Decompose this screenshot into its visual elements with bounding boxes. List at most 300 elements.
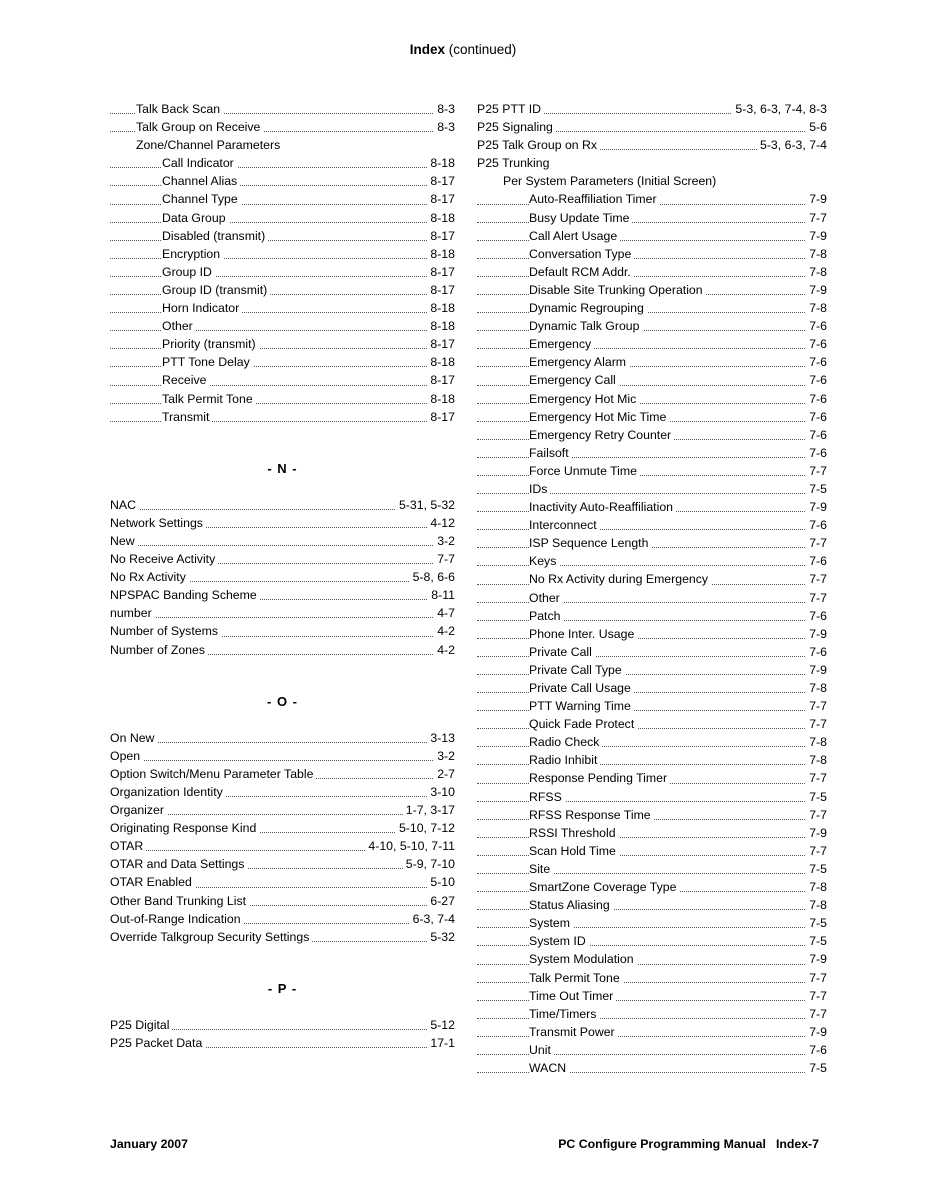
index-entry (477, 552, 827, 570)
index-entry-label: Override Talkgroup Security Settings (110, 930, 312, 944)
index-entry-label: P25 Digital (110, 1018, 172, 1032)
index-entry (477, 426, 827, 444)
index-entry-label: Unit (529, 1043, 554, 1057)
index-entry-page: 7-8 (806, 263, 827, 281)
index-entry-page: 7-8 (806, 299, 827, 317)
index-entry (477, 245, 827, 263)
index-entry-page: 7-8 (806, 878, 827, 896)
index-entry (477, 715, 827, 733)
index-entry (110, 873, 455, 891)
index-entry-page: 8-17 (427, 263, 455, 281)
index-entry (477, 788, 827, 806)
index-group-continued (110, 100, 455, 426)
index-entry-page: 6-27 (427, 892, 455, 910)
index-entry-page: 7-6 (806, 317, 827, 335)
index-entry-label: PTT Tone Delay (162, 355, 253, 369)
index-entry (110, 641, 455, 659)
index-entry (477, 643, 827, 661)
index-entry-label: Talk Back Scan (136, 102, 223, 116)
index-entry-page: 7-8 (806, 733, 827, 751)
index-entry-label: Emergency Call (529, 373, 619, 387)
index-entry (110, 622, 455, 640)
index-entry-label: On New (110, 731, 157, 745)
index-entry-label: Zone/Channel Parameters (136, 138, 283, 152)
leader-dots (110, 545, 455, 546)
footer-date: January 2007 (110, 1137, 188, 1151)
index-entry-page: 7-7 (806, 697, 827, 715)
leader-dots (110, 742, 455, 743)
index-entry-label: Other Band Trunking List (110, 894, 249, 908)
index-entry-page: 8-17 (427, 227, 455, 245)
index-entry-label: P25 PTT ID (477, 102, 544, 116)
page-title (0, 42, 926, 57)
index-entry-label: Option Switch/Menu Parameter Table (110, 767, 316, 781)
index-entry (477, 570, 827, 588)
index-entry (477, 625, 827, 643)
index-entry-label: IDs (529, 482, 550, 496)
index-entry-page: 8-3 (434, 100, 455, 118)
index-entry-page: 7-9 (806, 824, 827, 842)
index-entry-page: 7-9 (806, 498, 827, 516)
index-entry (110, 390, 455, 408)
index-entry (477, 281, 827, 299)
index-group-n (110, 496, 455, 659)
index-entry-page: 7-6 (806, 426, 827, 444)
index-entry-label: Keys (529, 554, 559, 568)
index-entry-label: Conversation Type (529, 247, 634, 261)
index-entry (110, 353, 455, 371)
index-entry-page: 17-1 (427, 1034, 455, 1052)
index-entry (477, 408, 827, 426)
index-entry-page: 4-12 (427, 514, 455, 532)
index-entry (110, 100, 455, 118)
index-entry-page: 8-17 (427, 281, 455, 299)
index-entry-page: 8-17 (427, 408, 455, 426)
index-entry-page: 4-7 (434, 604, 455, 622)
footer-manual-title: PC Configure Programming Manual (558, 1137, 766, 1151)
index-entry (110, 514, 455, 532)
index-entry-label: RFSS (529, 790, 565, 804)
index-entry-label: Force Unmute Time (529, 464, 640, 478)
index-entry-page: 2-7 (434, 765, 455, 783)
index-entry-page: 7-7 (806, 969, 827, 987)
index-entry (110, 586, 455, 604)
index-entry-label: Patch (529, 609, 563, 623)
index-entry-label: New (110, 534, 138, 548)
index-entry-page: 7-8 (806, 896, 827, 914)
index-entry-label: Emergency Hot Mic Time (529, 410, 669, 424)
index-entry (477, 227, 827, 245)
index-entry (477, 136, 827, 154)
index-entry (477, 335, 827, 353)
index-column-right (477, 100, 827, 1077)
index-entry-page: 7-6 (806, 607, 827, 625)
index-entry-page: 4-10, 5-10, 7-11 (365, 837, 455, 855)
index-entry-page: 7-5 (806, 1059, 827, 1077)
index-entry (110, 227, 455, 245)
index-entry (477, 154, 827, 172)
index-entry (110, 892, 455, 910)
index-entry (477, 697, 827, 715)
index-entry-page: 8-18 (427, 353, 455, 371)
index-entry (477, 1023, 827, 1041)
index-entry-page: 7-9 (806, 625, 827, 643)
index-entry-label: Talk Permit Tone (162, 392, 256, 406)
index-entry-label: No Rx Activity during Emergency (529, 572, 711, 586)
section-heading-n: - N - (267, 460, 298, 476)
footer-page-number: Index-7 (775, 1137, 819, 1151)
index-entry-page: 7-5 (806, 914, 827, 932)
index-entry-page: 5-32 (427, 928, 455, 946)
index-entry-label: Talk Group on Receive (136, 120, 263, 134)
index-entry-page: 5-6 (806, 118, 827, 136)
index-entry-page: 7-7 (434, 550, 455, 568)
index-entry-label: Other (529, 591, 563, 605)
index-entry-label: Response Pending Timer (529, 771, 670, 785)
index-entry-label: Scan Hold Time (529, 844, 619, 858)
index-entry-label: P25 Packet Data (110, 1036, 205, 1050)
index-entry-page: 7-7 (806, 715, 827, 733)
index-entry (110, 910, 455, 928)
index-entry-label: Radio Check (529, 735, 602, 749)
index-entry (110, 550, 455, 568)
index-entry (110, 747, 455, 765)
index-entry (477, 679, 827, 697)
index-entry (477, 1005, 827, 1023)
index-entry-label: Transmit (162, 410, 212, 424)
index-entry (110, 568, 455, 586)
index-entry-label: OTAR Enabled (110, 875, 195, 889)
index-entry (477, 751, 827, 769)
index-entry-label: Data Group (162, 211, 229, 225)
index-entry (477, 299, 827, 317)
index-entry-label: Network Settings (110, 516, 206, 530)
index-entry-page: 8-18 (427, 209, 455, 227)
index-entry-label: Priority (transmit) (162, 337, 259, 351)
footer-manual-info (558, 1137, 819, 1151)
index-entry-label: P25 Trunking (477, 156, 552, 170)
index-entry-label: OTAR and Data Settings (110, 857, 247, 871)
index-entry-label: Organization Identity (110, 785, 226, 799)
index-entry-label: RSSI Threshold (529, 826, 619, 840)
index-entry (477, 353, 827, 371)
index-entry-label: Originating Response Kind (110, 821, 259, 835)
index-entry-label: P25 Talk Group on Rx (477, 138, 600, 152)
section-heading-o: - O - (267, 693, 298, 709)
index-entry-label: Disabled (transmit) (162, 229, 268, 243)
index-entry (110, 819, 455, 837)
page-title-suffix: (continued) (448, 42, 517, 57)
index-entry-page: 7-9 (806, 281, 827, 299)
index-entry (110, 245, 455, 263)
index-entry-label: System Modulation (529, 952, 637, 966)
index-entry-label: NAC (110, 498, 139, 512)
index-entry-page: 5-8, 6-6 (410, 568, 455, 586)
index-entry-label: Phone Inter. Usage (529, 627, 637, 641)
index-entry-page: 7-6 (806, 353, 827, 371)
index-entry-label: Channel Type (162, 192, 241, 206)
index-entry-page: 5-3, 6-3, 7-4, 8-3 (732, 100, 827, 118)
index-entry-page: 5-31, 5-32 (396, 496, 455, 514)
index-entry-label: No Receive Activity (110, 552, 218, 566)
index-entry-page: 3-13 (427, 729, 455, 747)
index-entry-label: Quick Fade Protect (529, 717, 637, 731)
index-entry (110, 604, 455, 622)
index-entry-page: 7-8 (806, 751, 827, 769)
index-entry (477, 896, 827, 914)
leader-dots (110, 760, 455, 761)
index-entry (477, 480, 827, 498)
index-entry-label: Organizer (110, 803, 167, 817)
index-entry-label: Call Indicator (162, 156, 237, 170)
index-entry-label: Per System Parameters (Initial Screen) (503, 174, 719, 188)
index-entry-page: 7-7 (806, 534, 827, 552)
index-entry (110, 837, 455, 855)
index-entry-page: 7-7 (806, 462, 827, 480)
index-entry-label: Private Call (529, 645, 595, 659)
index-entry (110, 783, 455, 801)
index-entry (477, 534, 827, 552)
index-entry-page: 8-18 (427, 390, 455, 408)
index-entry-page: 7-9 (806, 190, 827, 208)
leader-dots (110, 617, 455, 618)
index-entry-label: Inactivity Auto-Reaffiliation (529, 500, 676, 514)
index-entry (110, 136, 455, 154)
index-entry-page: 8-18 (427, 154, 455, 172)
index-entry-page: 7-5 (806, 480, 827, 498)
index-entry (110, 928, 455, 946)
index-entry-label: Interconnect (529, 518, 600, 532)
index-entry-label: Time Out Timer (529, 989, 616, 1003)
index-entry (110, 496, 455, 514)
index-entry-label: Private Call Type (529, 663, 625, 677)
index-entry-label: Open (110, 749, 143, 763)
index-entry (477, 806, 827, 824)
index-group-p25 (477, 100, 827, 1077)
index-entry-label: Private Call Usage (529, 681, 634, 695)
index-entry-label: Emergency (529, 337, 594, 351)
index-entry-page: 7-7 (806, 806, 827, 824)
index-column-left (110, 100, 455, 1052)
index-entry-page: 1-7, 3-17 (403, 801, 455, 819)
index-entry-page: 7-6 (806, 1041, 827, 1059)
index-entry (477, 172, 827, 190)
index-entry-page: 7-7 (806, 589, 827, 607)
index-entry (477, 589, 827, 607)
index-entry-page: 7-9 (806, 950, 827, 968)
index-entry (110, 209, 455, 227)
index-entry-label: Other (162, 319, 196, 333)
index-entry-label: RFSS Response Time (529, 808, 654, 822)
index-entry (477, 950, 827, 968)
index-entry (110, 172, 455, 190)
index-entry-label: Radio Inhibit (529, 753, 600, 767)
index-entry (110, 729, 455, 747)
index-entry (477, 842, 827, 860)
index-entry-page: 3-10 (427, 783, 455, 801)
index-entry (110, 154, 455, 172)
index-entry-page: 7-9 (806, 227, 827, 245)
index-entry-label: P25 Signaling (477, 120, 556, 134)
index-entry (110, 1016, 455, 1034)
index-entry-page: 7-5 (806, 788, 827, 806)
index-entry-label: Emergency Hot Mic (529, 392, 639, 406)
page-footer (0, 1137, 926, 1153)
index-entry-page: 7-8 (806, 245, 827, 263)
index-group-o (110, 729, 455, 946)
index-entry-page: 7-7 (806, 1005, 827, 1023)
index-entry-label: PTT Warning Time (529, 699, 634, 713)
index-entry-page: 7-7 (806, 209, 827, 227)
index-entry (477, 1041, 827, 1059)
index-entry (477, 860, 827, 878)
index-entry-label: Group ID (transmit) (162, 283, 270, 297)
index-entry (477, 516, 827, 534)
index-entry (477, 190, 827, 208)
index-entry-page: 8-17 (427, 172, 455, 190)
index-entry-page: 8-3 (434, 118, 455, 136)
index-entry (110, 190, 455, 208)
index-entry (477, 932, 827, 950)
index-entry (110, 317, 455, 335)
index-entry-label: Auto-Reaffiliation Timer (529, 192, 660, 206)
index-entry-page: 5-9, 7-10 (403, 855, 455, 873)
index-entry-label: Site (529, 862, 553, 876)
index-entry (477, 263, 827, 281)
index-entry-page: 8-17 (427, 371, 455, 389)
index-entry-page: 5-10 (427, 873, 455, 891)
index-entry-page: 7-6 (806, 552, 827, 570)
index-entry-label: Receive (162, 373, 209, 387)
index-entry-page: 4-2 (434, 641, 455, 659)
index-entry-label: System (529, 916, 573, 930)
index-entry-label: Emergency Retry Counter (529, 428, 674, 442)
index-entry-page: 8-18 (427, 317, 455, 335)
page-title-main: Index (409, 42, 445, 57)
index-entry-label: Dynamic Regrouping (529, 301, 647, 315)
index-entry-page: 5-10, 7-12 (396, 819, 455, 837)
index-entry-page: 3-2 (434, 532, 455, 550)
index-entry (477, 118, 827, 136)
index-entry-label: Out-of-Range Indication (110, 912, 244, 926)
index-entry (477, 733, 827, 751)
index-entry (477, 607, 827, 625)
index-entry (477, 100, 827, 118)
index-entry (110, 281, 455, 299)
index-entry-label: ISP Sequence Length (529, 536, 651, 550)
index-entry-label: Emergency Alarm (529, 355, 629, 369)
index-entry-page: 8-11 (428, 586, 455, 604)
index-entry (110, 765, 455, 783)
index-entry-label: No Rx Activity (110, 570, 189, 584)
index-entry (477, 878, 827, 896)
index-entry-page: 7-9 (806, 661, 827, 679)
index-entry-page: 7-6 (806, 335, 827, 353)
index-entry-page: 7-6 (806, 444, 827, 462)
index-entry (110, 801, 455, 819)
index-entry-page: 7-6 (806, 390, 827, 408)
index-entry (477, 444, 827, 462)
index-entry (110, 371, 455, 389)
index-entry-label: Talk Permit Tone (529, 971, 623, 985)
index-entry (477, 987, 827, 1005)
index-entry-label: Transmit Power (529, 1025, 618, 1039)
index-entry (110, 408, 455, 426)
index-entry (477, 1059, 827, 1077)
index-entry-page: 7-7 (806, 842, 827, 860)
index-entry-label: Number of Systems (110, 624, 221, 638)
index-entry-page: 8-17 (427, 335, 455, 353)
index-entry (477, 914, 827, 932)
index-entry-label: Group ID (162, 265, 215, 279)
index-entry-page: 3-2 (434, 747, 455, 765)
index-entry-label: Horn Indicator (162, 301, 242, 315)
index-entry-page: 5-3, 6-3, 7-4 (757, 136, 827, 154)
index-entry-page: 7-7 (806, 769, 827, 787)
index-entry-label: Channel Alias (162, 174, 240, 188)
index-entry-label: SmartZone Coverage Type (529, 880, 679, 894)
index-entry-label: Default RCM Addr. (529, 265, 634, 279)
index-entry (110, 855, 455, 873)
index-entry-page: 6-3, 7-4 (410, 910, 455, 928)
index-entry-page: 7-6 (806, 516, 827, 534)
index-group-p (110, 1016, 455, 1052)
index-entry-label: Busy Update Time (529, 211, 632, 225)
index-entry-page: 8-18 (427, 299, 455, 317)
index-entry-label: Number of Zones (110, 643, 208, 657)
index-entry-label: Call Alert Usage (529, 229, 620, 243)
index-entry-page: 7-9 (806, 1023, 827, 1041)
index-entry (110, 1034, 455, 1052)
index-entry-page: 7-8 (806, 679, 827, 697)
index-entry-label: Time/Timers (529, 1007, 599, 1021)
index-entry-page: 8-17 (427, 190, 455, 208)
index-entry (477, 371, 827, 389)
index-entry-label: Dynamic Talk Group (529, 319, 643, 333)
index-entry-label: System ID (529, 934, 589, 948)
index-entry-label: Disable Site Trunking Operation (529, 283, 706, 297)
index-entry (477, 498, 827, 516)
index-entry-label: Failsoft (529, 446, 572, 460)
section-heading-p: - P - (267, 980, 298, 996)
index-entry-page: 4-2 (434, 622, 455, 640)
index-entry (477, 969, 827, 987)
index-entry-label: WACN (529, 1061, 569, 1075)
index-entry (477, 661, 827, 679)
index-entry-label: Encryption (162, 247, 223, 261)
index-entry-page: 8-18 (427, 245, 455, 263)
index-entry-page: 7-7 (806, 570, 827, 588)
index-entry-label: OTAR (110, 839, 146, 853)
index-entry (110, 532, 455, 550)
index-entry (110, 118, 455, 136)
index-entry-page: 7-6 (806, 371, 827, 389)
index-entry-label: number (110, 606, 155, 620)
index-entry (477, 824, 827, 842)
index-entry-page: 7-5 (806, 860, 827, 878)
index-entry-page: 7-6 (806, 408, 827, 426)
index-entry-label: Status Aliasing (529, 898, 613, 912)
index-entry-page: 7-6 (806, 643, 827, 661)
index-entry (477, 209, 827, 227)
index-entry-page: 7-5 (806, 932, 827, 950)
index-entry (110, 335, 455, 353)
index-entry (477, 769, 827, 787)
index-entry (477, 390, 827, 408)
index-entry (477, 462, 827, 480)
index-entry (110, 299, 455, 317)
index-entry-page: 7-7 (806, 987, 827, 1005)
